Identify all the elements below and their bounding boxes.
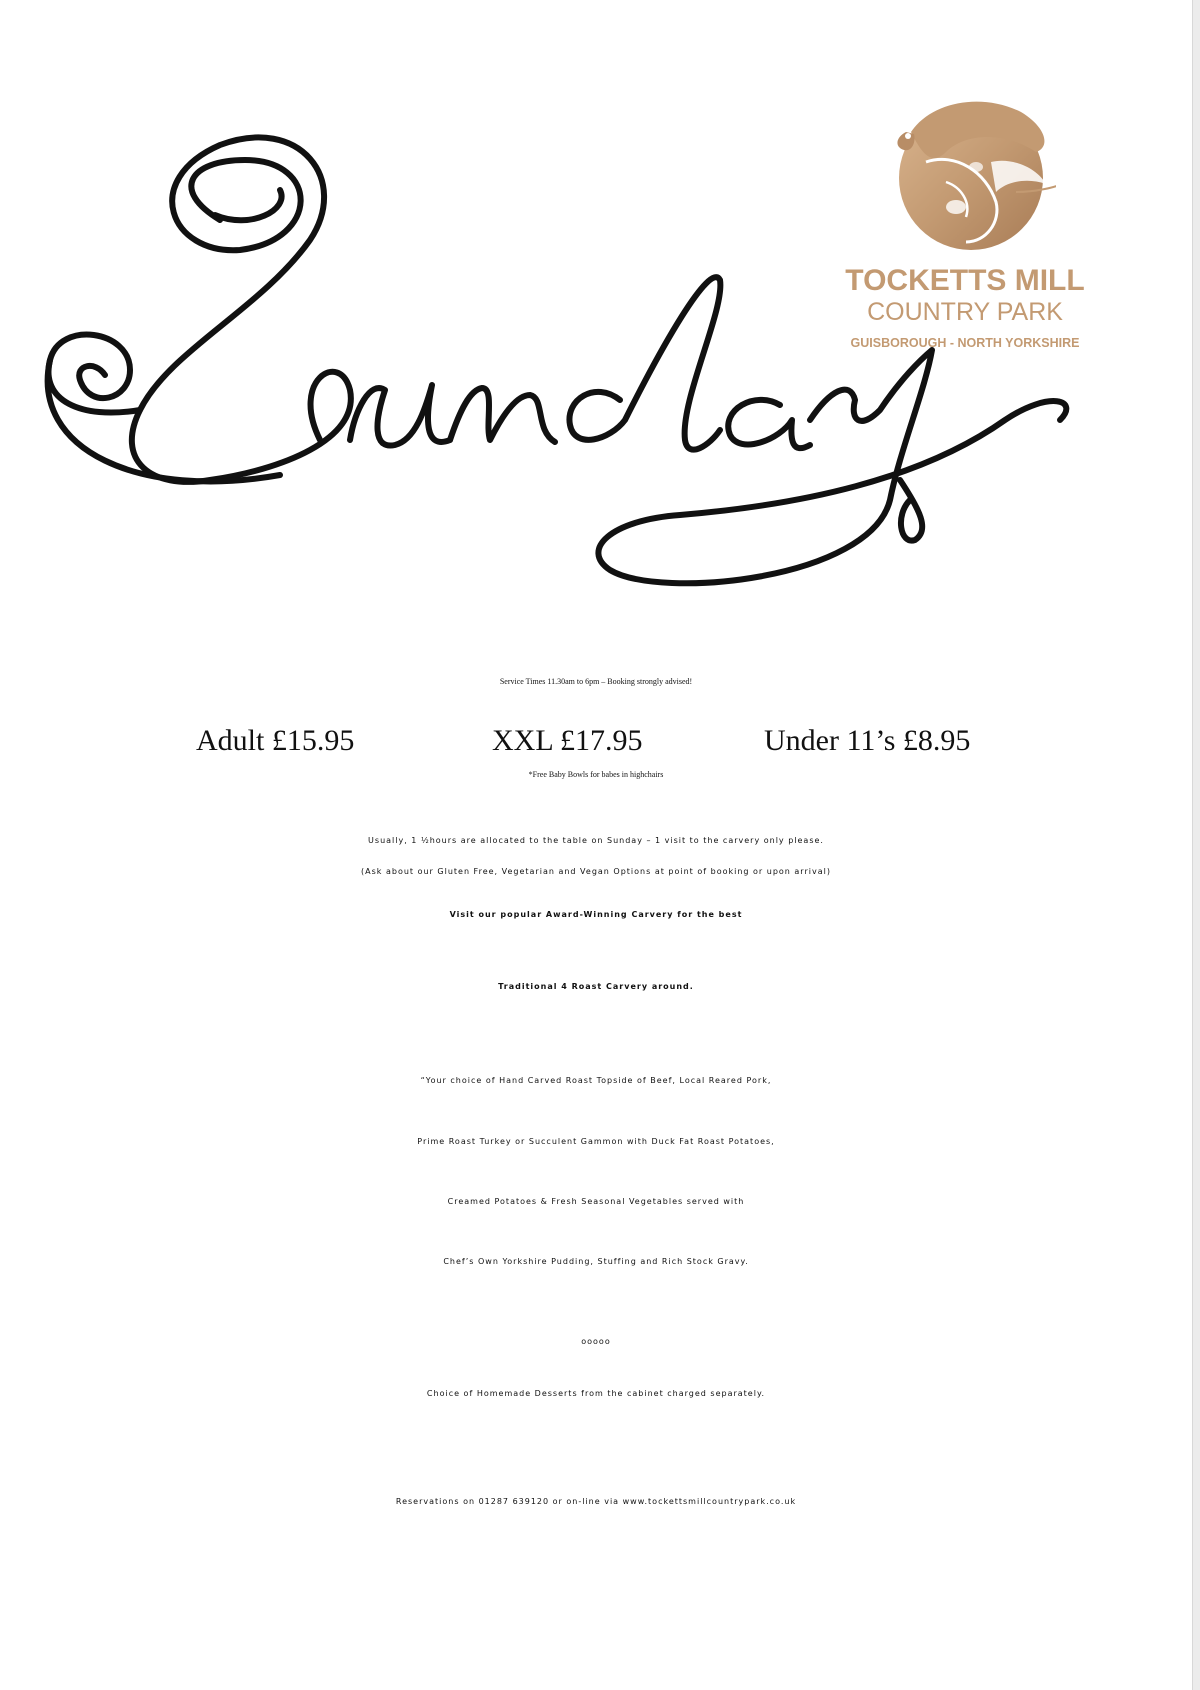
logo-location: GUISBOROUGH - NORTH YORKSHIRE: [850, 336, 1080, 350]
logo-title: TOCKETTS MILL: [845, 264, 1085, 297]
price-xxl: XXL £17.95: [492, 724, 643, 757]
reservations-info: Reservations on 01287 639120 or on-line via www.tockettsmillcountrypark.co.uk: [395, 1497, 797, 1506]
headline-line-1: Visit our popular Award-Winning Carvery for the best: [449, 910, 743, 919]
service-times: Service Times 11.30am to 6pm – Booking strongly advised!: [499, 677, 693, 686]
price-under-11: Under 11’s £8.95: [764, 724, 971, 757]
description-line-2: Prime Roast Turkey or Succulent Gammon with Duck Fat Roast Potatoes,: [417, 1137, 775, 1146]
description-line-1: “Your choice of Hand Carved Roast Topside of Beef, Local Reared Pork,: [420, 1076, 772, 1085]
tocketts-mill-logo: [820, 92, 1110, 362]
price-adult: Adult £15.95: [196, 724, 355, 757]
description-line-4: Chef’s Own Yorkshire Pudding, Stuffing and Rich Stock Gravy.: [443, 1257, 749, 1266]
baby-bowls-note: *Free Baby Bowls for babes in highchairs: [528, 770, 664, 779]
dessert-note: Choice of Homemade Desserts from the cabinet charged separately.: [426, 1389, 766, 1398]
section-separator: ooooo: [581, 1337, 611, 1346]
description-line-3: Creamed Potatoes & Fresh Seasonal Vegetables served with: [447, 1197, 745, 1206]
dietary-options-note: (Ask about our Gluten Free, Vegetarian and Vegan Options at point of booking or upon arrival): [361, 867, 831, 876]
table-allocation-note: Usually, 1 ½hours are allocated to the table on Sunday – 1 visit to the carvery only please.: [368, 836, 824, 845]
price-row: [0, 724, 1192, 764]
headline-line-2: Traditional 4 Roast Carvery around.: [498, 982, 694, 991]
pheasant-emblem-icon: [886, 92, 1056, 257]
logo-subtitle: COUNTRY PARK: [867, 298, 1063, 326]
